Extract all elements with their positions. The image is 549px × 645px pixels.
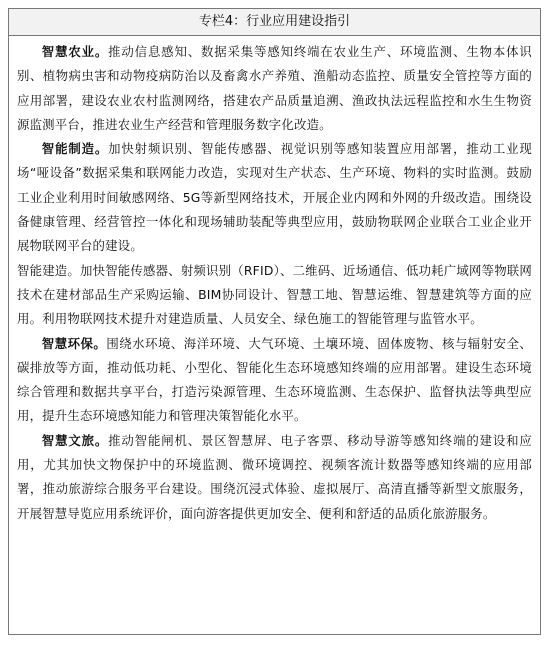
section-smart-manufacturing: [17, 137, 532, 258]
section-smart-tourism: [17, 429, 532, 526]
section-heading: 智能制造。: [41, 141, 109, 157]
section-heading: 智慧文旅。: [41, 432, 109, 448]
section-body: 推动信息感知、数据采集等感知终端在农业生产、环境监测、生物本体识别、植物病虫害和动物疫病防治以及畜禽水产养殖、渔船动态监控、质量安全管控等方面的应用部署，建设农业农村监测网络，搭建农产品质量追溯、渔政执法远程监控和水生生物资源监测平台，推进农业生产经营和管理服务数字化改造。: [17, 44, 533, 132]
section-body: 围绕水环境、海洋环境、大气环境、土壤环境、固体废物、核与辐射安全、碳排放等方面，推动低功耗、小型化、智能化生态环境感知终端的应用部署。建设生态环境综合管理和数据共享平台，打造污染源管理、生态环境监测、生态保护、监督执法等典型应用，提升生态环境感知能力和管理决策智能化水平。: [17, 335, 532, 424]
box-title: 专栏4：行业应用建设指引: [9, 9, 540, 36]
section-heading: 智慧农业。: [41, 44, 109, 59]
guideline-box: [8, 8, 541, 635]
box-content: [9, 36, 540, 526]
section-body: 推动智能闸机、景区智慧屏、电子客票、移动导游等感知终端的建设和应用，尤其加快文物保护中的环境监测、微环境调控、视频客流计数器等感知终端的应用部署，推动旅游综合服务平台建设。围绕沉浸式体验、虚拟展厅、高清直播等新型文旅服务，开展智慧导览应用系统评价，面向游客提供更加安全、便利和舒适的品质化旅游服务。: [17, 432, 533, 521]
section-smart-agriculture: [17, 40, 532, 137]
section-body: 加快射频识别、智能传感器、视觉识别等感知装置应用部署，推动工业现场“哑设备”数据采集和联网能力改造，实现对生产状态、生产环境、物料的实时监测。鼓励工业企业利用时间敏感网络、5G等新型网络技术，开展企业内网和外网的升级改造。围绕设备健康管理、经营管控一体化和现场辅助装配等典型应用，鼓励物联网企业联合工业企业开展物联网平台的建设。: [17, 141, 533, 254]
section-heading: 智慧环保。: [41, 335, 107, 351]
section-smart-environment: [17, 332, 532, 429]
section-body: 智能建造。加快智能传感器、射频识别（RFID）、二维码、近场通信、低功耗广域网等物联网技术在建材部品生产采购运输、BIM协同设计、智慧工地、智慧运维、智慧建筑等方面的应用。利用物联网技术提升对建造质量、人员安全、绿色施工的智能管理与监管水平。: [17, 262, 532, 327]
section-smart-construction: [17, 259, 532, 332]
